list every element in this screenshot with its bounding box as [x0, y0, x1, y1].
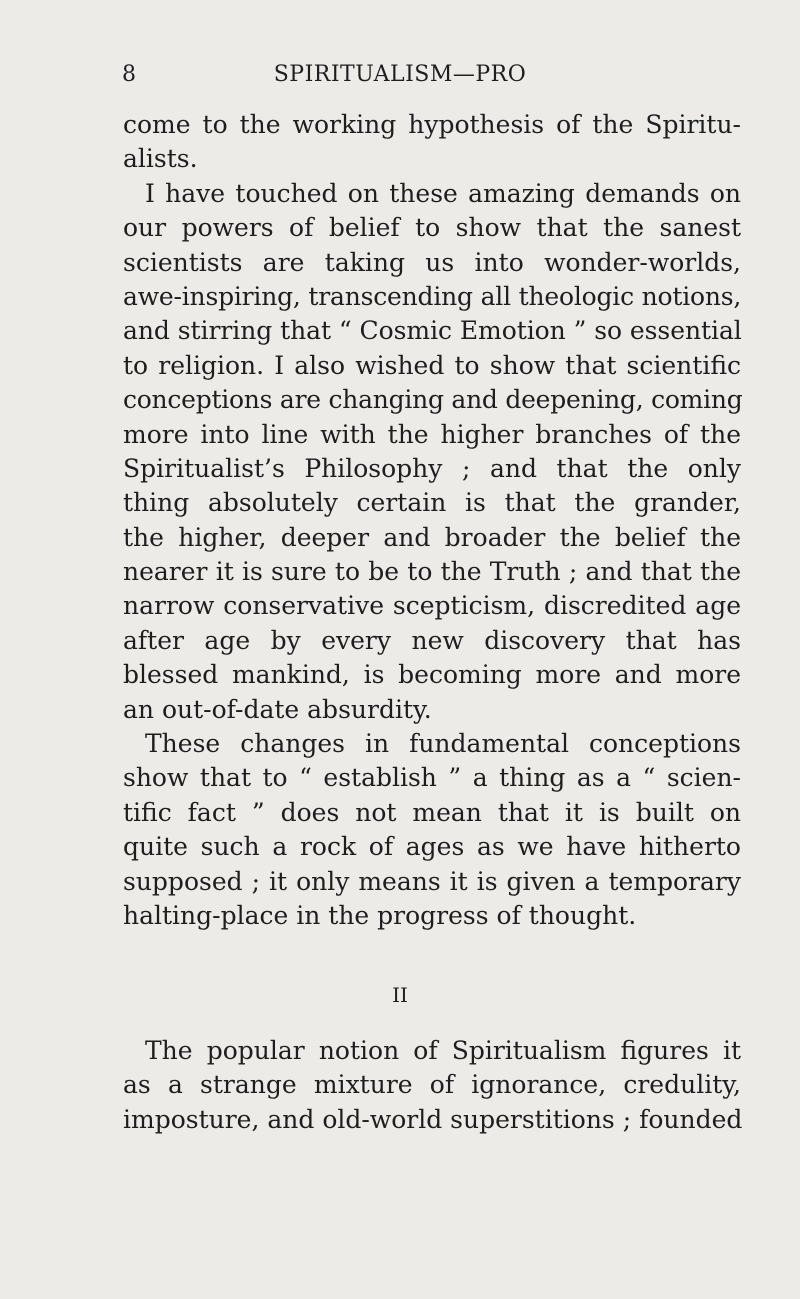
text-line: our powers of belief to show that the sanest [123, 213, 741, 243]
text-line: as a strange mixture of ignorance, credulity, [123, 1070, 741, 1100]
main-text [123, 108, 741, 933]
text-line: the higher, deeper and broader the belief the [123, 522, 741, 552]
text-line: quite such a rock of ages as we have hitherto [123, 832, 741, 862]
text-line: come to the working hypothesis of the Spiritu- [123, 110, 741, 139]
running-head [0, 60, 800, 92]
text-line: nearer it is sure to be to the Truth ; and that the [123, 557, 741, 587]
text-line: conceptions are changing and deepening, coming [123, 385, 743, 415]
text-line: alists. [123, 144, 198, 174]
running-head-title: SPIRITUALISM—PRO [273, 62, 527, 87]
section-text [123, 1034, 741, 1137]
text-line: show that to “ establish ” a thing as a “ scien- [123, 763, 741, 793]
text-line: halting-place in the progress of thought. [123, 900, 637, 930]
text-line: an out-of-date absurdity. [123, 694, 432, 724]
text-line: tific fact ” does not mean that it is built on [123, 797, 741, 827]
page-number: 8 [122, 62, 136, 87]
text-line: thing absolutely certain is that the grander, [123, 488, 741, 518]
text-line: narrow conservative scepticism, discredited age [123, 591, 741, 621]
text-line: to religion. I also wished to show that scientific [123, 350, 741, 380]
section-numeral: II [392, 983, 408, 1007]
text-line: scientists are taking us into wonder-worlds, [123, 247, 741, 277]
text-line: more into line with the higher branches of the [123, 419, 741, 449]
text-line: The popular notion of Spiritualism figures it [145, 1036, 741, 1065]
text-line: imposture, and old-world superstitions ; founded [123, 1104, 743, 1134]
text-line: blessed mankind, is becoming more and more [123, 660, 741, 690]
text-line: I have touched on these amazing demands on [145, 178, 741, 208]
text-line: supposed ; it only means it is given a temporary [123, 866, 741, 896]
text-line: after age by every new discovery that has [123, 625, 741, 655]
text-line: awe-inspiring, transcending all theologic notions, [123, 281, 742, 311]
text-line: and stirring that “ Cosmic Emotion ” so essential [123, 316, 742, 346]
text-line: These changes in fundamental conceptions [145, 729, 741, 759]
text-line: Spiritualist’s Philosophy ; and that the only [123, 453, 741, 483]
